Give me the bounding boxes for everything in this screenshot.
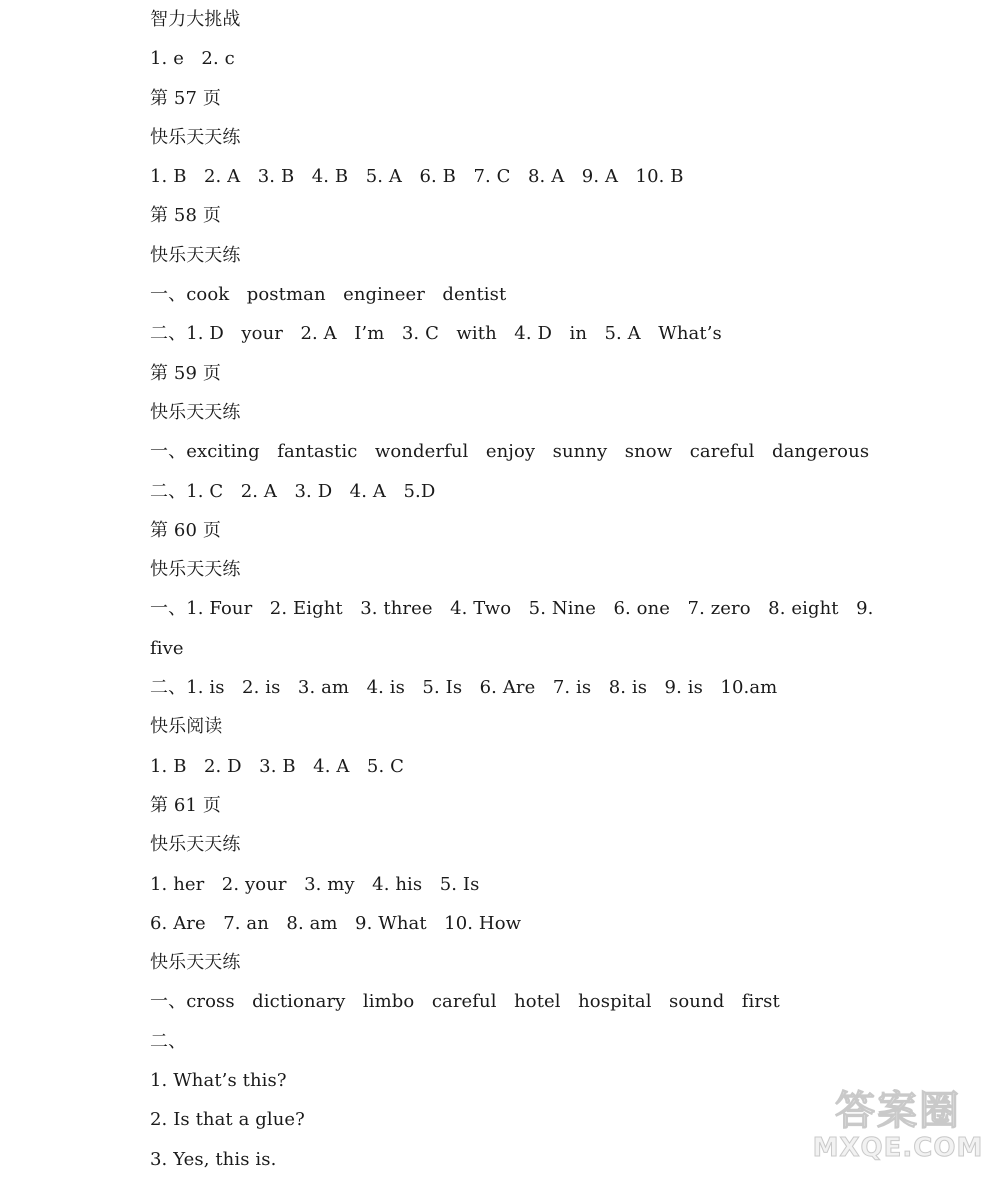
answer-line: 一、1. Four 2. Eight 3. three 4. Two 5. Nine 6. one 7. zero 8. eight 9. — [150, 598, 874, 620]
answer-line: five — [150, 637, 184, 659]
answer-line: 一、cook postman engineer dentist — [150, 284, 507, 306]
answer-line: 二、1. D your 2. A I’m 3. C with 4. D in 5. A What’s — [150, 323, 722, 345]
answer-line: 2. Is that a glue? — [150, 1109, 305, 1131]
answer-document — [150, 0, 970, 1179]
answer-line: 二、 — [150, 1030, 187, 1052]
answer-line: 1. What’s this? — [150, 1070, 287, 1092]
section-title: 智力大挑战 — [150, 9, 241, 30]
section-title: 快乐天天练 — [150, 834, 241, 856]
page-heading: 第 58 页 — [150, 205, 221, 227]
section-title: 快乐天天练 — [150, 952, 241, 974]
section-title: 快乐阅读 — [150, 716, 223, 738]
page-heading: 第 61 页 — [150, 794, 221, 816]
section-title: 快乐天天练 — [150, 126, 241, 148]
section-title: 快乐天天练 — [150, 559, 241, 581]
answer-line: 二、1. is 2. is 3. am 4. is 5. Is 6. Are 7. is 8. is 9. is 10.am — [150, 677, 778, 699]
watermark-en: MXQE.COM — [812, 1133, 984, 1163]
answer-line: 3. Yes, this is. — [150, 1148, 277, 1170]
answer-line: 一、cross dictionary limbo careful hotel hospital sound first — [150, 991, 780, 1013]
answer-line: 1. e 2. c — [150, 48, 235, 70]
page-heading: 第 57 页 — [150, 87, 221, 109]
section-title: 快乐天天练 — [150, 401, 241, 423]
page-heading: 第 60 页 — [150, 519, 221, 541]
answer-line: 一、exciting fantastic wonderful enjoy sunny snow careful dangerous — [150, 441, 870, 463]
answer-line: 1. B 2. A 3. B 4. B 5. A 6. B 7. C 8. A 9. A 10. B — [150, 166, 684, 188]
answer-line: 6. Are 7. an 8. am 9. What 10. How — [150, 912, 522, 934]
page-heading: 第 59 页 — [150, 362, 221, 384]
answer-line: 1. her 2. your 3. my 4. his 5. Is — [150, 873, 480, 895]
answer-line: 1. B 2. D 3. B 4. A 5. C — [150, 755, 404, 777]
section-title: 快乐天天练 — [150, 244, 241, 266]
answer-line: 二、1. C 2. A 3. D 4. A 5.D — [150, 480, 436, 502]
watermark-cn: 答案圈 — [835, 1088, 961, 1134]
